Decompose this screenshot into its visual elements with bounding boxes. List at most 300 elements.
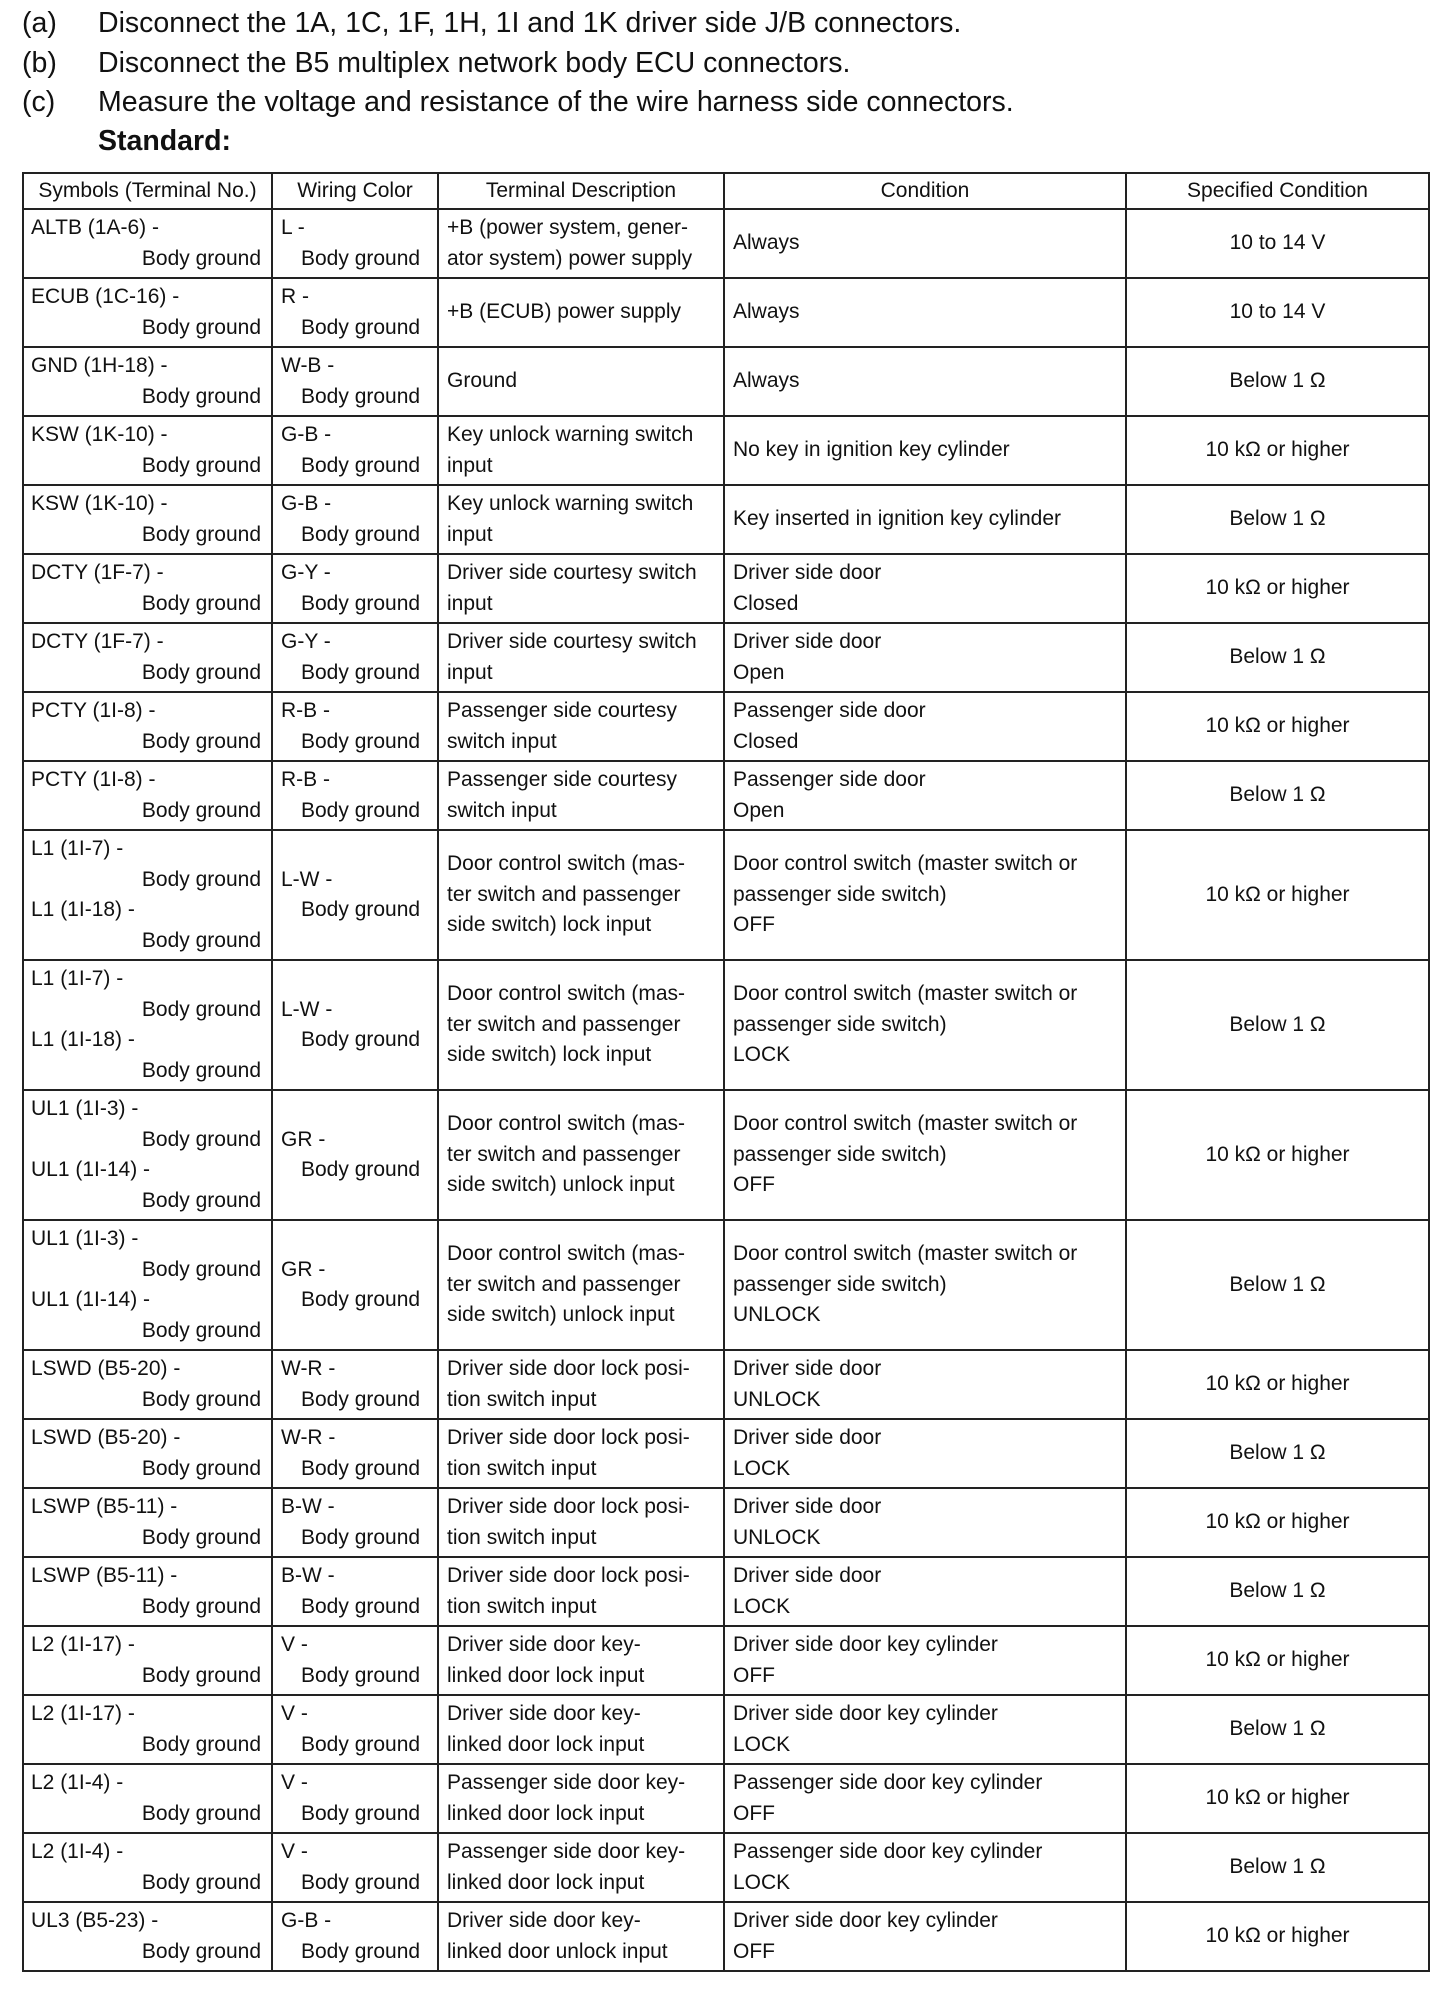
terminal-description-cell-line: +B (ECUB) power supply — [447, 300, 682, 324]
condition-cell — [724, 1626, 1126, 1695]
terminal-description-cell-line: Door control switch (mas- — [447, 1112, 686, 1136]
table-row — [23, 1090, 1429, 1220]
wiring-color-cell-line: Body ground — [301, 246, 421, 270]
specified-condition-cell: Below 1 Ω — [1126, 1695, 1429, 1764]
condition-cell-line: Passenger side door — [733, 768, 926, 791]
terminal-description-cell-line: input — [447, 522, 493, 546]
header-specified-condition: Specified Condition — [1126, 173, 1429, 209]
terminal-description-cell — [438, 1833, 724, 1902]
condition-cell — [724, 1833, 1126, 1902]
symbol-cell — [23, 761, 272, 830]
condition-cell — [724, 1220, 1126, 1350]
condition-cell-line: Driver side door — [733, 630, 882, 653]
wiring-color-cell-line: Body ground — [301, 1663, 421, 1687]
condition-cell-line: UNLOCK — [733, 1303, 821, 1327]
table-row — [23, 416, 1429, 485]
symbol-cell-line: LSWD (B5-20) - — [31, 1426, 181, 1449]
terminal-description-cell-line: side switch) unlock input — [447, 1173, 675, 1197]
symbol-cell-line: PCTY (1I-8) - — [31, 699, 156, 722]
symbol-cell-line: Body ground — [141, 1663, 261, 1687]
specified-condition-cell: Below 1 Ω — [1126, 485, 1429, 554]
symbol-cell-line: L2 (1I-17) - — [31, 1633, 135, 1656]
terminal-description-cell — [438, 554, 724, 623]
condition-cell-line: Driver side door key cylinder — [733, 1909, 998, 1932]
condition-cell — [724, 278, 1126, 347]
wiring-color-cell — [272, 1626, 438, 1695]
condition-cell-line: OFF — [733, 1939, 775, 1963]
terminal-description-cell — [438, 1220, 724, 1350]
wiring-color-cell-line: Body ground — [301, 1387, 421, 1411]
wiring-color-cell-line: Body ground — [301, 1028, 421, 1051]
wiring-color-cell-line: R-B - — [281, 768, 330, 791]
wiring-color-cell-line: Body ground — [301, 1288, 421, 1311]
symbol-cell-line: L2 (1I-4) - — [31, 1771, 124, 1794]
wiring-color-cell-line: L-W - — [281, 867, 333, 891]
terminal-description-cell — [438, 1488, 724, 1557]
symbol-cell — [23, 1764, 272, 1833]
terminal-description-cell-line: Driver side door lock posi- — [447, 1426, 690, 1449]
step-label: (c) — [22, 86, 56, 118]
wiring-color-cell — [272, 1488, 438, 1557]
condition-cell — [724, 1090, 1126, 1220]
specified-condition-cell: 10 kΩ or higher — [1126, 1090, 1429, 1220]
instruction-steps — [22, 4, 1442, 159]
wiring-color-cell-line: Body ground — [301, 729, 421, 753]
condition-cell — [724, 554, 1126, 623]
symbol-cell — [23, 1350, 272, 1419]
specified-condition-cell: Below 1 Ω — [1126, 347, 1429, 416]
header-terminal-description: Terminal Description — [438, 173, 724, 209]
terminal-description-cell-line: Driver side door lock posi- — [447, 1564, 690, 1587]
terminal-description-cell — [438, 761, 724, 830]
symbol-cell-line: Body ground — [141, 729, 261, 753]
wiring-color-cell — [272, 1220, 438, 1350]
terminal-description-cell-line: linked door unlock input — [447, 1939, 668, 1963]
wiring-color-cell — [272, 1764, 438, 1833]
symbol-cell-line: L2 (1I-4) - — [31, 1840, 124, 1863]
condition-cell-line: LOCK — [733, 1456, 791, 1480]
table-body — [23, 209, 1429, 1971]
condition-cell — [724, 485, 1126, 554]
terminal-description-cell-line: Door control switch (mas- — [447, 982, 686, 1006]
terminal-description-cell-line: input — [447, 660, 493, 684]
symbol-cell — [23, 416, 272, 485]
specified-condition-cell: Below 1 Ω — [1126, 761, 1429, 830]
wiring-color-cell-line: W-B - — [281, 354, 335, 377]
symbol-cell-line: KSW (1K-10) - — [31, 423, 168, 446]
condition-cell-line: Driver side door — [733, 1564, 882, 1587]
terminal-description-cell-line: Driver side door key- — [447, 1909, 641, 1932]
condition-cell — [724, 1419, 1126, 1488]
condition-cell-line: Always — [733, 300, 800, 324]
symbol-cell-line: Body ground — [141, 1058, 261, 1082]
symbol-cell-line: ECUB (1C-16) - — [31, 285, 180, 308]
condition-cell-line: Driver side door key cylinder — [733, 1633, 998, 1656]
symbol-cell-line: Body ground — [141, 384, 261, 408]
symbol-cell-line: Body ground — [141, 1525, 261, 1549]
terminal-description-cell — [438, 692, 724, 761]
condition-cell-line: Open — [733, 798, 785, 822]
wiring-color-cell — [272, 692, 438, 761]
condition-cell-line: OFF — [733, 1801, 775, 1825]
condition-cell-line: Driver side door — [733, 1495, 882, 1518]
condition-cell-line: Door control switch (master switch or — [733, 1112, 1078, 1136]
terminal-description-cell-line: ter switch and passenger — [447, 1012, 681, 1036]
symbol-cell — [23, 1419, 272, 1488]
wiring-color-cell-line: Body ground — [301, 1732, 421, 1756]
header-condition: Condition — [724, 173, 1126, 209]
terminal-description-cell — [438, 1695, 724, 1764]
specified-condition-cell: 10 to 14 V — [1126, 209, 1429, 278]
condition-cell-line: Passenger side door key cylinder — [733, 1840, 1043, 1863]
terminal-description-cell — [438, 416, 724, 485]
wiring-color-cell — [272, 554, 438, 623]
symbol-cell-line: Body ground — [141, 1188, 261, 1212]
symbol-cell-line: Body ground — [141, 1939, 261, 1963]
wiring-color-cell — [272, 209, 438, 278]
condition-cell-line: passenger side switch) — [733, 1272, 947, 1296]
terminal-description-cell-line: tion switch input — [447, 1525, 597, 1549]
condition-cell — [724, 1557, 1126, 1626]
table-row — [23, 761, 1429, 830]
condition-cell — [724, 1902, 1126, 1971]
terminal-description-cell-line: Driver side door lock posi- — [447, 1357, 690, 1380]
condition-cell — [724, 1350, 1126, 1419]
condition-cell-line: Door control switch (master switch or — [733, 852, 1078, 876]
table-row — [23, 960, 1429, 1090]
wiring-color-cell — [272, 761, 438, 830]
specified-condition-cell: 10 kΩ or higher — [1126, 1488, 1429, 1557]
symbol-cell-line: UL1 (1I-14) - — [31, 1288, 151, 1311]
wiring-color-cell-line: Body ground — [301, 522, 421, 546]
symbol-cell-line: L1 (1I-7) - — [31, 967, 124, 990]
symbol-cell-line: Body ground — [141, 1870, 261, 1894]
table-row — [23, 485, 1429, 554]
table-row — [23, 1419, 1429, 1488]
terminal-description-cell — [438, 830, 724, 960]
symbol-cell-line: PCTY (1I-8) - — [31, 768, 156, 791]
table-row — [23, 1220, 1429, 1350]
wiring-color-cell-line: G-B - — [281, 423, 332, 446]
wiring-color-cell-line: L-W - — [281, 997, 333, 1021]
symbol-cell-line: Body ground — [141, 246, 261, 270]
condition-cell — [724, 347, 1126, 416]
terminal-description-cell — [438, 209, 724, 278]
condition-cell-line: Driver side door — [733, 1426, 882, 1449]
table-row — [23, 1764, 1429, 1833]
terminal-description-cell — [438, 1419, 724, 1488]
specified-condition-cell: 10 kΩ or higher — [1126, 1902, 1429, 1971]
terminal-description-cell-line: ter switch and passenger — [447, 1272, 681, 1296]
symbol-cell-line: DCTY (1F-7) - — [31, 630, 164, 653]
step-c — [22, 83, 1442, 123]
table-row — [23, 1488, 1429, 1557]
wiring-color-cell — [272, 1350, 438, 1419]
symbol-cell — [23, 960, 272, 1090]
condition-cell-line: Passenger side door key cylinder — [733, 1771, 1043, 1794]
symbol-cell-line: UL3 (B5-23) - — [31, 1909, 159, 1932]
condition-cell-line: Closed — [733, 729, 799, 753]
table-row — [23, 1350, 1429, 1419]
step-b — [22, 44, 1442, 84]
symbol-cell-line: Body ground — [141, 1387, 261, 1411]
symbol-cell — [23, 623, 272, 692]
symbol-cell-line: ALTB (1A-6) - — [31, 216, 159, 239]
standard-heading: Standard: — [98, 124, 232, 157]
symbol-cell-line: Body ground — [141, 660, 261, 684]
condition-cell-line: LOCK — [733, 1594, 791, 1618]
wiring-color-cell — [272, 830, 438, 960]
table-row — [23, 1557, 1429, 1626]
symbol-cell — [23, 1833, 272, 1902]
symbol-cell-line: UL1 (1I-14) - — [31, 1158, 151, 1181]
table-header-row — [23, 173, 1429, 209]
symbol-cell-line: KSW (1K-10) - — [31, 492, 168, 515]
terminal-description-cell-line: tion switch input — [447, 1456, 597, 1480]
table-row — [23, 1902, 1429, 1971]
wiring-color-cell-line: V - — [281, 1771, 308, 1794]
terminal-description-cell-line: linked door lock input — [447, 1801, 645, 1825]
condition-cell-line: Passenger side door — [733, 699, 926, 722]
condition-cell-line: Always — [733, 369, 800, 393]
wiring-color-cell — [272, 623, 438, 692]
condition-cell — [724, 623, 1126, 692]
specified-condition-cell: Below 1 Ω — [1126, 1220, 1429, 1350]
wiring-color-cell-line: Body ground — [301, 798, 421, 822]
table-row — [23, 1695, 1429, 1764]
symbol-cell-line: LSWD (B5-20) - — [31, 1357, 181, 1380]
symbol-cell-line: GND (1H-18) - — [31, 354, 168, 377]
terminal-description-cell-line: Driver side courtesy switch — [447, 630, 697, 653]
terminal-description-cell — [438, 1350, 724, 1419]
terminal-description-cell-line: Driver side courtesy switch — [447, 561, 697, 584]
symbol-cell-line: L2 (1I-17) - — [31, 1702, 135, 1725]
terminal-description-cell — [438, 1764, 724, 1833]
terminal-description-cell-line: Key unlock warning switch — [447, 423, 694, 446]
specified-condition-cell: Below 1 Ω — [1126, 960, 1429, 1090]
terminal-description-cell — [438, 960, 724, 1090]
terminal-description-cell-line: Door control switch (mas- — [447, 852, 686, 876]
symbol-cell-line: Body ground — [141, 1594, 261, 1618]
symbol-cell — [23, 278, 272, 347]
wiring-color-cell-line: W-R - — [281, 1426, 336, 1449]
terminal-description-cell-line: Ground — [447, 369, 518, 393]
symbol-cell-line: DCTY (1F-7) - — [31, 561, 164, 584]
wiring-color-cell-line: Body ground — [301, 453, 421, 477]
terminal-description-cell — [438, 1902, 724, 1971]
specified-condition-cell: 10 to 14 V — [1126, 278, 1429, 347]
wiring-color-cell-line: Body ground — [301, 1870, 421, 1894]
symbol-cell — [23, 554, 272, 623]
step-a — [22, 4, 1442, 44]
symbol-cell-line: Body ground — [141, 798, 261, 822]
symbol-cell-line: L1 (1I-7) - — [31, 837, 124, 860]
condition-cell-line: LOCK — [733, 1732, 791, 1756]
table-row — [23, 692, 1429, 761]
header-symbols: Symbols (Terminal No.) — [23, 173, 272, 209]
symbol-cell-line: Body ground — [141, 1257, 261, 1281]
symbol-cell-line: LSWP (B5-11) - — [31, 1564, 178, 1587]
wiring-color-cell-line: Body ground — [301, 1801, 421, 1825]
step-label: (b) — [22, 46, 57, 79]
wiring-color-cell-line: G-Y - — [281, 630, 331, 653]
wiring-color-cell-line: GR - — [281, 1257, 326, 1281]
step-text: Measure the voltage and resistance of the wire harness side connectors. — [98, 86, 1014, 118]
wiring-color-cell-line: Body ground — [301, 1939, 421, 1963]
step-text: Disconnect the B5 multiplex network body ECU connectors. — [98, 46, 851, 79]
symbol-cell-line: UL1 (1I-3) - — [31, 1097, 139, 1120]
condition-cell-line: passenger side switch) — [733, 882, 947, 906]
table-row — [23, 209, 1429, 278]
condition-cell — [724, 692, 1126, 761]
specified-condition-cell: 10 kΩ or higher — [1126, 1350, 1429, 1419]
wiring-color-cell — [272, 278, 438, 347]
terminal-description-cell-line: tion switch input — [447, 1387, 597, 1411]
specified-condition-cell: Below 1 Ω — [1126, 1833, 1429, 1902]
wiring-color-cell — [272, 1695, 438, 1764]
condition-cell-line: Driver side door — [733, 561, 882, 584]
wiring-color-cell-line: Body ground — [301, 1456, 421, 1480]
wiring-color-cell-line: GR - — [281, 1127, 326, 1151]
wiring-color-cell-line: Body ground — [301, 1525, 421, 1549]
specified-condition-cell: Below 1 Ω — [1126, 623, 1429, 692]
wiring-color-cell-line: Body ground — [301, 384, 421, 408]
wiring-color-cell-line: V - — [281, 1840, 308, 1863]
terminal-description-cell-line: input — [447, 591, 493, 615]
terminal-description-cell-line: ter switch and passenger — [447, 1142, 681, 1166]
step-label: (a) — [22, 7, 57, 39]
condition-cell-line: Driver side door — [733, 1357, 882, 1380]
symbol-cell-line: LSWP (B5-11) - — [31, 1495, 178, 1518]
wiring-color-cell-line: Body ground — [301, 1594, 421, 1618]
wiring-color-cell-line: Body ground — [301, 1158, 421, 1181]
table-row — [23, 830, 1429, 960]
symbol-cell-line: Body ground — [141, 1801, 261, 1825]
terminal-description-cell-line: Driver side door key- — [447, 1702, 641, 1725]
symbol-cell-line: L1 (1I-18) - — [31, 1028, 135, 1051]
terminal-description-cell — [438, 1626, 724, 1695]
symbol-cell-line: Body ground — [141, 1127, 261, 1151]
wiring-color-cell — [272, 485, 438, 554]
symbol-cell — [23, 209, 272, 278]
terminal-description-cell-line: ter switch and passenger — [447, 882, 681, 906]
table-row — [23, 623, 1429, 692]
symbol-cell — [23, 830, 272, 960]
condition-cell-line: passenger side switch) — [733, 1142, 947, 1166]
condition-cell-line: OFF — [733, 1173, 775, 1197]
symbol-cell — [23, 1626, 272, 1695]
specified-condition-cell: 10 kΩ or higher — [1126, 1764, 1429, 1833]
condition-cell-line: Door control switch (master switch or — [733, 982, 1078, 1006]
symbol-cell — [23, 692, 272, 761]
wiring-color-cell-line: V - — [281, 1702, 308, 1725]
wiring-color-cell — [272, 960, 438, 1090]
symbol-cell-line: Body ground — [141, 997, 261, 1021]
terminal-description-cell-line: side switch) lock input — [447, 1043, 652, 1067]
wiring-color-cell-line: Body ground — [301, 591, 421, 615]
condition-cell — [724, 209, 1126, 278]
specified-condition-cell: 10 kΩ or higher — [1126, 692, 1429, 761]
symbol-cell — [23, 1090, 272, 1220]
terminal-description-cell-line: ator system) power supply — [447, 246, 693, 270]
wiring-color-cell — [272, 1902, 438, 1971]
wiring-color-cell — [272, 1833, 438, 1902]
condition-cell-line: Driver side door key cylinder — [733, 1702, 998, 1725]
table-row — [23, 1833, 1429, 1902]
terminal-description-cell — [438, 623, 724, 692]
terminal-description-cell — [438, 1557, 724, 1626]
table-row — [23, 554, 1429, 623]
condition-cell-line: OFF — [733, 1663, 775, 1687]
symbol-cell-line: Body ground — [141, 1732, 261, 1756]
symbol-cell-line: Body ground — [141, 453, 261, 477]
terminal-description-cell-line: switch input — [447, 729, 557, 753]
wiring-color-cell — [272, 347, 438, 416]
terminal-description-cell — [438, 1090, 724, 1220]
wiring-color-cell-line: B-W - — [281, 1495, 335, 1518]
terminal-description-cell-line: Driver side door key- — [447, 1633, 641, 1656]
symbol-cell — [23, 1695, 272, 1764]
symbol-cell — [23, 1488, 272, 1557]
symbol-cell-line: Body ground — [141, 1318, 261, 1342]
symbol-cell-line: Body ground — [141, 1456, 261, 1480]
symbol-cell-line: Body ground — [141, 315, 261, 339]
wiring-color-cell-line: R-B - — [281, 699, 330, 722]
condition-cell — [724, 830, 1126, 960]
wiring-color-cell — [272, 1090, 438, 1220]
condition-cell-line: OFF — [733, 913, 775, 937]
wiring-color-cell-line: B-W - — [281, 1564, 335, 1587]
specified-condition-cell: 10 kΩ or higher — [1126, 554, 1429, 623]
condition-cell-line: LOCK — [733, 1870, 791, 1894]
condition-cell-line: Door control switch (master switch or — [733, 1242, 1078, 1266]
symbol-cell — [23, 1902, 272, 1971]
wiring-color-cell-line: Body ground — [301, 898, 421, 921]
symbol-cell-line: UL1 (1I-3) - — [31, 1227, 139, 1250]
symbol-cell — [23, 485, 272, 554]
condition-cell — [724, 1764, 1126, 1833]
terminal-description-cell-line: Key unlock warning switch — [447, 492, 694, 515]
condition-cell-line: LOCK — [733, 1043, 791, 1067]
standard-table — [22, 172, 1430, 1972]
condition-cell — [724, 761, 1126, 830]
wiring-color-cell-line: G-B - — [281, 492, 332, 515]
terminal-description-cell-line: input — [447, 453, 493, 477]
terminal-description-cell-line: Driver side door lock posi- — [447, 1495, 690, 1518]
condition-cell — [724, 960, 1126, 1090]
terminal-description-cell-line: linked door lock input — [447, 1663, 645, 1687]
symbol-cell-line: L1 (1I-18) - — [31, 898, 135, 921]
specified-condition-cell: 10 kΩ or higher — [1126, 416, 1429, 485]
terminal-description-cell-line: side switch) unlock input — [447, 1303, 675, 1327]
wiring-color-cell — [272, 416, 438, 485]
terminal-description-cell-line: Door control switch (mas- — [447, 1242, 686, 1266]
step-text: Disconnect the 1A, 1C, 1F, 1H, 1I and 1K driver side J/B connectors. — [98, 7, 962, 39]
wiring-color-cell-line: Body ground — [301, 660, 421, 684]
wiring-color-cell-line: R - — [281, 285, 309, 308]
symbol-cell-line: Body ground — [141, 522, 261, 546]
terminal-description-cell-line: Passenger side door key- — [447, 1771, 686, 1794]
table-row — [23, 1626, 1429, 1695]
condition-cell-line: Always — [733, 231, 800, 255]
condition-cell — [724, 1695, 1126, 1764]
condition-cell-line: Closed — [733, 591, 799, 615]
table-row — [23, 347, 1429, 416]
symbol-cell — [23, 1220, 272, 1350]
condition-cell-line: Key inserted in ignition key cylinder — [733, 507, 1062, 531]
specified-condition-cell: 10 kΩ or higher — [1126, 1626, 1429, 1695]
condition-cell-line: No key in ignition key cylinder — [733, 438, 1010, 462]
